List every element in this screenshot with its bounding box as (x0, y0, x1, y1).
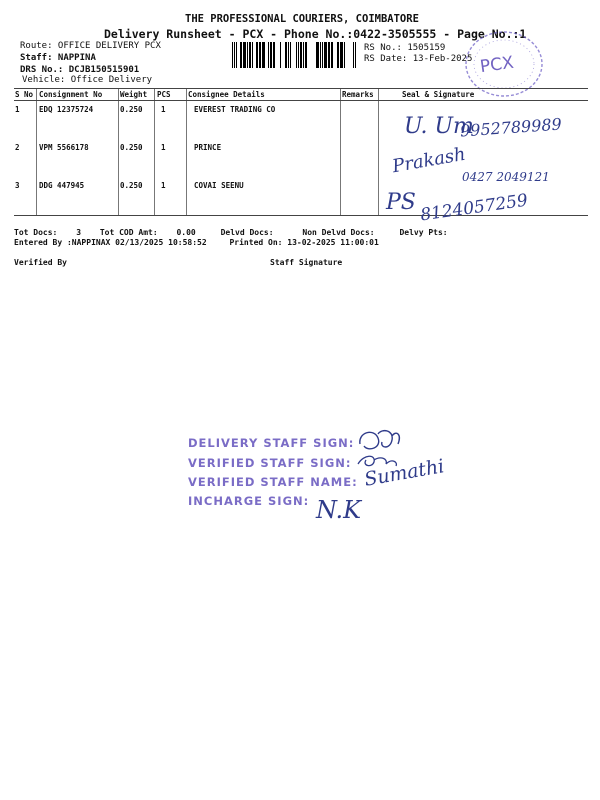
barcode-bar (344, 42, 345, 68)
header-seal-signature: Seal & Signature (402, 90, 475, 99)
signature-row-1: U. Um (404, 114, 474, 139)
stamp-incharge-sign: INCHARGE SIGN: (188, 494, 310, 508)
signature-row-3: PS (386, 190, 416, 215)
rs-number: RS No.: 1505159 (364, 43, 446, 53)
barcode-bar (305, 42, 307, 68)
barcode-bar (322, 42, 323, 68)
non-delvd-docs-label: Non Delvd Docs: (302, 228, 375, 237)
barcode-bar (280, 42, 281, 68)
drs-number: DRS No.: DCJB150515901 (20, 65, 140, 75)
barcode-bar (290, 42, 291, 68)
header-sno: S No (15, 90, 34, 99)
barcode-bar (247, 42, 248, 68)
barcode-bar (288, 42, 289, 68)
barcode-bar (328, 42, 330, 68)
phone-row-2: 0427 2049121 (462, 170, 550, 184)
verified-staff-name-handwriting: Sumathi (362, 455, 446, 491)
barcode-bar (324, 42, 327, 68)
barcode-bar (252, 42, 253, 68)
barcode-bar (353, 42, 354, 68)
barcode-bar (270, 42, 272, 68)
barcode-bar (337, 42, 339, 68)
route-text: Route: OFFICE DELIVERY PCX (20, 41, 161, 51)
barcode-bar (256, 42, 258, 68)
header-weight: Weight (120, 90, 148, 99)
staff-text: Staff: NAPPINA (20, 53, 96, 63)
row-sno: 2 (15, 143, 20, 152)
barcode-bar (268, 42, 269, 68)
vehicle-text: Vehicle: Office Delivery (22, 75, 153, 85)
phone-row-1: 9952789989 (459, 114, 563, 141)
delvy-pts-label: Delvy Pts: (399, 228, 448, 237)
incharge-signature: N.K (316, 496, 362, 524)
barcode-bar (249, 42, 251, 68)
stamp-verified-staff-name: VERIFIED STAFF NAME: (188, 475, 358, 489)
row-consignment: EDQ 12375724 (39, 105, 94, 114)
barcode-bar (273, 42, 275, 68)
barcode-bar (240, 42, 242, 68)
row-weight: 0.250 (120, 143, 143, 152)
pcx-seal-text: PCX (478, 52, 516, 78)
barcode-bar (234, 42, 235, 68)
rs-date: RS Date: 13-Feb-2025 (364, 54, 473, 64)
row-consignment: DDG 447945 (39, 181, 85, 190)
row-consignment: VPM 5566178 (39, 143, 89, 152)
phone-row-3: 8124057259 (419, 190, 530, 226)
row-sno: 3 (15, 181, 20, 190)
barcode-bar (340, 42, 343, 68)
header-consignee: Consignee Details (188, 90, 265, 99)
runsheet-title: Delivery Runsheet - PCX - Phone No.:0422-3505555 - Page No.:1 (104, 27, 527, 41)
stamp-verified-staff-sign: VERIFIED STAFF SIGN: (188, 456, 352, 470)
row-pcs: 1 (161, 181, 166, 190)
tot-cod-label: Tot COD Amt: (99, 228, 158, 237)
company-name: THE PROFESSIONAL COURIERS, COIMBATORE (185, 13, 419, 25)
signature-row-2: Prakash (390, 143, 468, 178)
barcode-bar (262, 42, 265, 68)
staff-signature-label: Staff Signature (270, 258, 343, 267)
entered-by: Entered By :NAPPINAX 02/13/2025 10:58:52 (14, 238, 207, 247)
barcode-bar (259, 42, 261, 68)
barcode-bar (316, 42, 319, 68)
tot-cod-value: 0.00 (176, 228, 196, 237)
barcode-bar (296, 42, 297, 68)
stamp-delivery-staff-sign: DELIVERY STAFF SIGN: (188, 436, 355, 450)
row-consignee: COVAI SEENU (194, 181, 244, 190)
barcode-bar (243, 42, 246, 68)
barcode-bar (303, 42, 304, 68)
header-pcs: PCS (157, 90, 171, 99)
barcode (232, 42, 360, 68)
printed-on: Printed On: 13-02-2025 11:00:01 (229, 238, 379, 247)
barcode-bar (355, 42, 356, 68)
row-consignee: PRINCE (194, 143, 222, 152)
barcode-bar (232, 42, 233, 68)
verified-by-label: Verified By (14, 258, 67, 267)
entry-line (14, 238, 379, 247)
delvd-docs-label: Delvd Docs: (220, 228, 274, 237)
row-sno: 1 (15, 105, 20, 114)
tot-docs-label: Tot Docs: (14, 228, 58, 237)
totals-line (14, 228, 448, 237)
row-weight: 0.250 (120, 105, 143, 114)
row-consignee: EVEREST TRADING CO (194, 105, 276, 114)
barcode-bar (320, 42, 321, 68)
barcode-bar (236, 42, 237, 68)
row-weight: 0.250 (120, 181, 143, 190)
row-pcs: 1 (161, 105, 166, 114)
barcode-bar (285, 42, 287, 68)
header-consignment: Consignment No (39, 90, 103, 99)
barcode-bar (300, 42, 302, 68)
tot-docs-value: 3 (76, 228, 82, 237)
table-header (14, 89, 588, 101)
row-pcs: 1 (161, 143, 166, 152)
barcode-bar (331, 42, 333, 68)
barcode-bar (298, 42, 299, 68)
header-remarks: Remarks (342, 90, 374, 99)
